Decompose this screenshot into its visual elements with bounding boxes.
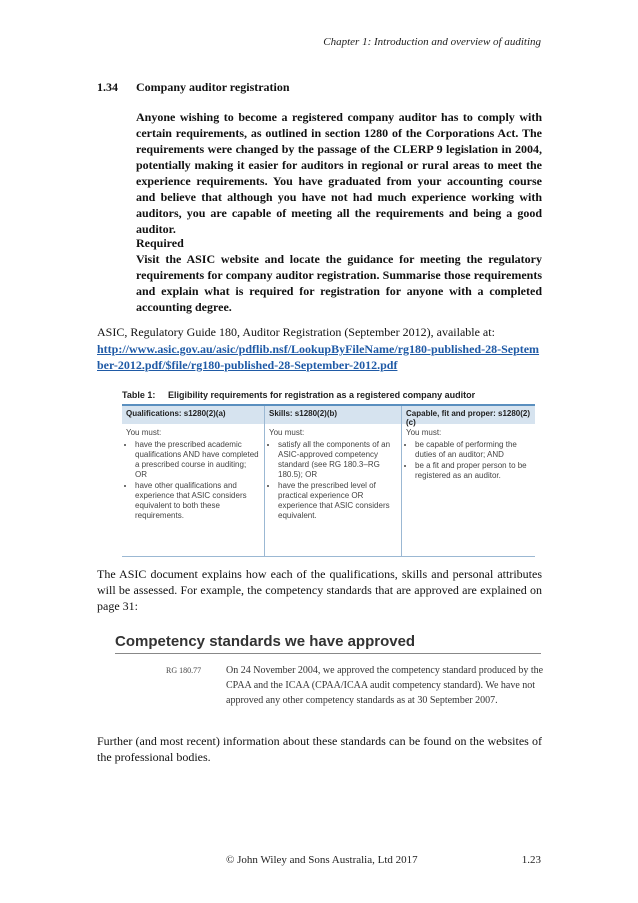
- table-cell: [264, 424, 401, 556]
- cell-intro: You must:: [126, 428, 162, 437]
- required-text: Visit the ASIC website and locate the guidance for meeting the regulatory requirements for company auditor registration. Summarise those requirements and explain what is required for registration for anyone with a completed accounting degree.: [136, 252, 542, 314]
- table-header-cell: Qualifications: s1280(2)(a): [122, 406, 264, 424]
- table-bottom-rule: [122, 556, 535, 557]
- eligibility-table: [122, 388, 535, 556]
- competency-text: On 24 November 2004, we approved the competency standard produced by the CPAA and the ICAA (CPAA/ICAA audit competency standard). We have not approved any other competency standards as at 30 September 2007.: [226, 665, 544, 706]
- cell-bullet: • have the prescribed level of practical experience OR experience that ASIC considers equivalent.: [278, 481, 397, 521]
- competency-title: Competency standards we have approved: [115, 633, 416, 650]
- cell-bullet: • satisfy all the components of an ASIC-approved competency standard (see RG 180.3–RG 180.5); OR: [278, 440, 397, 480]
- section-title: Company auditor registration: [136, 80, 290, 94]
- table-label: Table 1:: [122, 390, 156, 400]
- required-label: Required: [136, 236, 184, 250]
- table-caption-text: Eligibility requirements for registration as a registered company auditor: [168, 390, 476, 400]
- cell-bullet: • have other qualifications and experience that ASIC considers equivalent to both these requirements.: [135, 481, 260, 521]
- table-header-row: [122, 406, 535, 427]
- footer-copyright: © John Wiley and Sons Australia, Ltd 2017: [226, 854, 418, 866]
- competency-rule: [115, 653, 541, 654]
- explanation-paragraph: The ASIC document explains how each of the qualifications, skills and personal attributes will be assessed. For example, the competency standards that are approved are explained on page 31:: [97, 567, 542, 613]
- cell-bullet: • be capable of performing the duties of an auditor; AND: [415, 440, 531, 460]
- reference-text: ASIC, Regulatory Guide 180, Auditor Registration (September 2012), available at:: [97, 325, 495, 339]
- cell-intro: You must:: [269, 428, 305, 437]
- table-caption: [122, 388, 535, 404]
- table-cell: [401, 424, 535, 556]
- cell-bullet: • have the prescribed academic qualifications AND have completed a prescribed course in auditing; OR: [135, 440, 260, 480]
- reference-link[interactable]: http://www.asic.gov.au/asic/pdflib.nsf/LookupByFileName/rg180-published-28-September-2012.pdf/$file/rg180-published-28-September-2012.pdf: [97, 342, 540, 372]
- further-paragraph: Further (and most recent) information about these standards can be found on the websites of the professional bodies.: [97, 734, 542, 764]
- table-header-cell: Skills: s1280(2)(b): [264, 406, 401, 424]
- table-header-cell: Capable, fit and proper: s1280(2)(c): [401, 406, 535, 424]
- rg-reference: RG 180.77: [166, 666, 202, 675]
- cell-intro: You must:: [406, 428, 442, 437]
- running-head: Chapter 1: Introduction and overview of auditing: [323, 36, 541, 48]
- case-paragraph: Anyone wishing to become a registered company auditor has to comply with certain requirements, as outlined in section 1280 of the Corporations Act. The requirements were changed by the passage of the CLERP 9 legislation in 2004, potentially making it easier for auditors in regional or rural areas to meet the experience requirements. You have graduated from your accounting course and believe that although you have not had much experience working with auditors, you are capable of meeting all the requirements and being a good auditor.: [136, 110, 542, 236]
- table-cell: [122, 424, 264, 556]
- page-number: 1.23: [521, 854, 541, 866]
- table-body-row: [122, 424, 535, 556]
- section-number: 1.34: [97, 80, 118, 94]
- cell-bullet: • be a fit and proper person to be registered as an auditor.: [415, 461, 531, 481]
